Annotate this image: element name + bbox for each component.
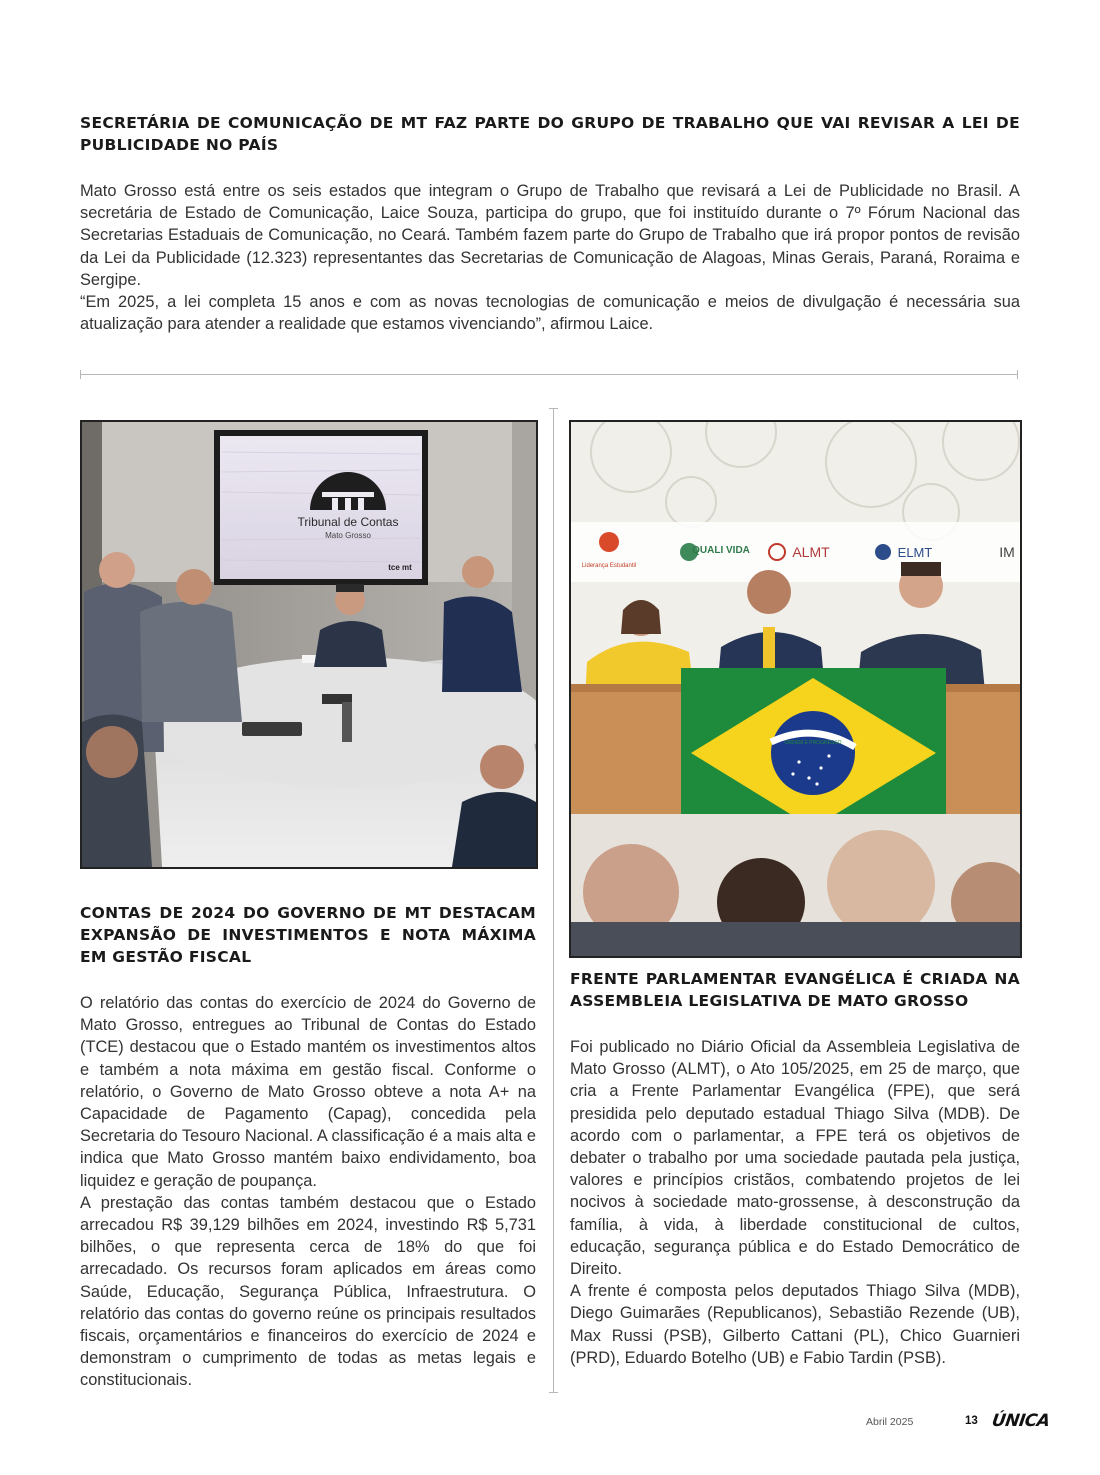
sponsor-logo-5: IM xyxy=(999,544,1015,560)
left-headline: CONTAS DE 2024 DO GOVERNO DE MT DESTACAM EXPANSÃO DE INVESTIMENTOS E NOTA MÁXIMA EM GESTÃO FISCAL xyxy=(80,904,536,966)
page-number: 13 xyxy=(965,1415,978,1427)
sponsor-logo-3: ALMT xyxy=(792,544,830,560)
left-paragraph-1: O relatório das contas do exercício de 2024 do Governo de Mato Grosso, entregues ao Tribunal de Contas do Estado (TCE) destacou que o Estado mantém os investimentos altos e também a nota máxima em gestão fiscal. Conforme o relatório, o Governo de Mato Grosso obteve a nota A+ na Capacidade de Pagamento (Capag), concedida pela Secretaria do Tesouro Nacional. A classificação é a mais alta e indica que Mato Grosso mantém baixo endividamento, boa liquidez e geração de poupança. xyxy=(80,994,536,1190)
almt-session-photo xyxy=(569,420,1022,958)
footer-date: Abril 2025 xyxy=(866,1416,914,1428)
top-article-body xyxy=(80,180,1020,335)
right-headline: FRENTE PARLAMENTAR EVANGÉLICA É CRIADA NA ASSEMBLEIA LEGISLATIVA DE MATO GROSSO xyxy=(570,970,1020,1010)
magazine-logo: ÚNICA xyxy=(990,1411,1051,1431)
screen-badge: tce mt xyxy=(388,563,412,572)
top-headline: SECRETÁRIA DE COMUNICAÇÃO DE MT FAZ PARTE DO GRUPO DE TRABALHO QUE VAI REVISAR A LEI DE PUBLICIDADE NO PAÍS xyxy=(80,114,1020,154)
screen-logo-line2: Mato Grosso xyxy=(325,531,371,540)
sponsor-logo-4: ELMT xyxy=(897,545,933,560)
horizontal-divider xyxy=(80,374,1018,375)
screen-logo-line1: Tribunal de Contas xyxy=(297,515,399,529)
left-paragraph-2: A prestação das contas também destacou que o Estado arrecadou R$ 39,129 bilhões em 2024, investindo R$ 5,731 bilhões, o que representa cerca de 18% do que foi arrecadado. Os recursos foram aplicados em áreas como Saúde, Educação, Segurança Pública, Infraestrutura. O relatório das contas do governo reúne os principais resultados fiscais, orçamentários e financeiros do exercício de 2024 e demonstram o cumprimento de todas as metas legais e constitucionais. xyxy=(80,1193,536,1390)
sponsor-logo-2: QUALI VIDA xyxy=(692,545,750,556)
top-paragraph-1: Mato Grosso está entre os seis estados que integram o Grupo de Trabalho que revisará a Lei de Publicidade no Brasil. A secretária de Estado de Comunicação, Laice Souza, participa do grupo, que foi instituído durante o 7º Fórum Nacional das Secretarias Estaduais de Comunicação, no Ceará. Também fazem parte do Grupo de Trabalho que irá propor pontos de revisão da Lei da Publicidade (12.323) representantes das Secretarias de Comunicação de Alagoas, Minas Gerais, Paraná, Roraima e Sergipe. xyxy=(80,182,1020,289)
flag-motto: ORDEM E PROGRESSO xyxy=(784,740,842,746)
right-paragraph-1: Foi publicado no Diário Oficial da Assembleia Legislativa de Mato Grosso (ALMT), o Ato 105/2025, em 25 de março, que cria a Frente Parlamentar Evangélica (FPE), que será presidida pelo deputado estadual Thiago Silva (MDB). De acordo com o parlamentar, a FPE terá os objetivos de debater o trabalho por uma sociedade pautada pela justiça, valores e princípios cristãos, combatendo projetos de lei nocivos à sociedade mato-grossense, à desconstrução da família, à vida, à liberdade constitucional de cultos, educação, segurança pública e do Estado Democrático de Direito. xyxy=(570,1038,1020,1279)
elmt-logo-icon xyxy=(875,544,891,560)
right-paragraph-2: A frente é composta pelos deputados Thiago Silva (MDB), Diego Guimarães (Republicanos), Sebastião Rezende (UB), Max Russi (PSB), Gilberto Cattani (PL), Chico Guarnieri (PRD), Eduardo Botelho (UB) e Fabio Tardin (PSB). xyxy=(570,1282,1020,1367)
left-article-body xyxy=(80,992,536,1392)
right-article-body xyxy=(570,1036,1020,1369)
column-divider xyxy=(553,408,554,1393)
student-logo-icon xyxy=(599,532,619,552)
top-paragraph-2: “Em 2025, a lei completa 15 anos e com as novas tecnologias de comunicação e meios de divulgação é necessária sua atualização para atender a realidade que estamos vivenciando”, afirmou Laice. xyxy=(80,293,1020,334)
tce-meeting-photo xyxy=(80,420,538,869)
sponsor-logo-1: Liderança Estudantil xyxy=(581,563,637,569)
